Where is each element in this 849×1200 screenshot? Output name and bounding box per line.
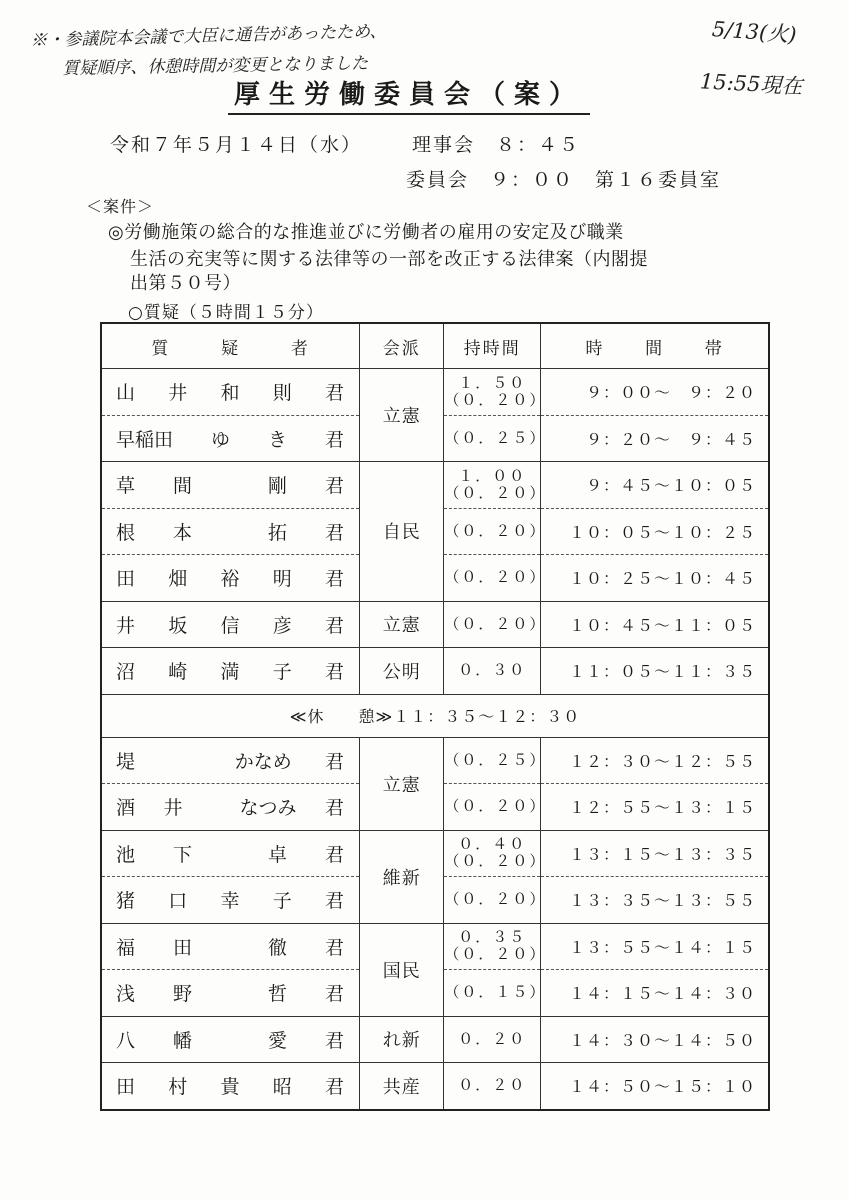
name-part: 井 [116, 614, 136, 637]
name-part: 口 [168, 890, 188, 913]
hold-time-cell: （０．２０） [444, 877, 541, 924]
name-part: 貴 [220, 1076, 240, 1099]
table-row [101, 737, 769, 784]
hold-time-cell: （０．２５） [444, 737, 541, 784]
time-slot-cell: １０：２５～１０：４５ [541, 555, 769, 602]
name-part: 拓 [267, 521, 287, 544]
name-part: 池 [116, 843, 136, 866]
hold-time-cell: ０．２０ [444, 1016, 541, 1063]
hold-time-cell: （０．２５） [444, 415, 541, 462]
name-part: 草 [116, 475, 136, 498]
hold-time-cell: （０．２０） [444, 784, 541, 831]
time-slot-cell: １２：３０～１２：５５ [541, 737, 769, 784]
table-row [101, 1063, 769, 1110]
hold-time-cell: ０．３０ [444, 648, 541, 695]
name-part: 君 [324, 614, 344, 637]
handwritten-as-of-time: 15:55現在 [699, 69, 804, 99]
questioning-schedule-table [100, 322, 770, 1111]
name-part: 畑 [168, 568, 188, 591]
name-part: 田 [173, 936, 193, 959]
name-part: 根 [116, 521, 136, 544]
time-slot-cell: １４：５０～１５：１０ [541, 1063, 769, 1110]
name-part: 坂 [168, 614, 188, 637]
table-row [101, 369, 769, 416]
questioner-name [101, 923, 360, 970]
name-part: 早稲田 [116, 428, 174, 451]
name-part: 井 [163, 797, 183, 820]
name-part: 井 [168, 382, 188, 405]
name-part: 酒 [116, 797, 136, 820]
questioner-name [101, 970, 360, 1017]
name-part: 沼 [116, 661, 136, 684]
name-part: 信 [220, 614, 240, 637]
hold-time-cell: （０．２０） [444, 555, 541, 602]
name-part: き [267, 428, 287, 451]
name-part: 本 [173, 521, 193, 544]
header-questioner: 質 疑 者 [101, 323, 360, 369]
party-cell: 立憲 [360, 737, 444, 830]
time-slot-cell: １３：５５～１４：１５ [541, 923, 769, 970]
name-part: 山 [116, 382, 136, 405]
party-cell: 立憲 [360, 601, 444, 648]
name-part: 幡 [173, 1029, 193, 1052]
questioner-name [101, 737, 360, 784]
party-cell: 公明 [360, 648, 444, 695]
name-part: 君 [324, 797, 344, 820]
party-cell: れ新 [360, 1016, 444, 1063]
name-part: 君 [324, 750, 344, 773]
handwritten-note-line2: 質疑順序、休憩時間が変更となりました [62, 53, 369, 79]
time-slot-cell: ９：４５～１０：０５ [541, 462, 769, 509]
questioner-name [101, 555, 360, 602]
name-part: 君 [324, 428, 344, 451]
bill-title-line2: 生活の充実等に関する法律等の一部を改正する法律案（内閣提 [130, 249, 648, 270]
name-part: 田 [116, 568, 136, 591]
name-part: 八 [116, 1029, 136, 1052]
questioner-name [101, 369, 360, 416]
questioner-name [101, 415, 360, 462]
party-cell: 自民 [360, 462, 444, 602]
party-cell: 国民 [360, 923, 444, 1016]
name-part: 堤 [116, 750, 136, 773]
name-part: 幸 [220, 890, 240, 913]
hold-time-cell: ０．４０ （０．２０） [444, 830, 541, 877]
hold-time-cell: ０．２０ [444, 1063, 541, 1110]
name-part: 彦 [272, 614, 292, 637]
name-part: 君 [324, 1029, 344, 1052]
break-row [101, 694, 769, 737]
document-title: 厚生労働委員会（案） [228, 74, 590, 115]
name-part: 君 [324, 843, 344, 866]
time-slot-cell: １３：１５～１３：３５ [541, 830, 769, 877]
name-part: 間 [173, 475, 193, 498]
hold-time-cell: ０．３５ （０．２０） [444, 923, 541, 970]
questioner-name [101, 462, 360, 509]
hold-time-cell: １．５０ （０．２０） [444, 369, 541, 416]
name-part: 昭 [272, 1076, 292, 1099]
name-part: 剛 [267, 475, 287, 498]
break-label: ≪休 憩≫１１：３５～１２：３０ [101, 694, 769, 737]
name-part: 野 [173, 983, 193, 1006]
time-slot-cell: ９：００～ ９：２０ [541, 369, 769, 416]
time-slot-cell: １０：０５～１０：２５ [541, 508, 769, 555]
questioner-name [101, 784, 360, 831]
header-time-slot: 時 間 帯 [541, 323, 769, 369]
section-label: ＜案件＞ [86, 197, 155, 216]
questioner-name [101, 601, 360, 648]
time-slot-cell: １０：４５～１１：０５ [541, 601, 769, 648]
name-part: 明 [272, 568, 292, 591]
table-row [101, 601, 769, 648]
table-row [101, 462, 769, 509]
name-part: 浅 [116, 983, 136, 1006]
table-header-row [101, 323, 769, 369]
name-part: 満 [220, 661, 240, 684]
header-party: 会派 [360, 323, 444, 369]
name-part: 和 [220, 382, 240, 405]
handwritten-note-line1: ※・参議院本会議で大臣に通告があったため、 [30, 21, 387, 51]
name-part: 君 [324, 568, 344, 591]
questioner-name [101, 1063, 360, 1110]
questioner-name [101, 648, 360, 695]
committee-meeting-time: 委員会 ９：００ 第１６委員室 [406, 169, 722, 191]
name-part: 村 [168, 1076, 188, 1099]
name-part: 君 [324, 382, 344, 405]
party-cell: 立憲 [360, 369, 444, 462]
name-part: 君 [324, 890, 344, 913]
name-part: ゆ [210, 428, 230, 451]
table-row [101, 923, 769, 970]
time-slot-cell: １３：３５～１３：５５ [541, 877, 769, 924]
name-part: 愛 [267, 1029, 287, 1052]
name-part: かなめ [234, 750, 292, 773]
name-part: 君 [324, 661, 344, 684]
name-part: 福 [116, 936, 136, 959]
time-slot-cell: １４：１５～１４：３０ [541, 970, 769, 1017]
hold-time-cell: （０．１５） [444, 970, 541, 1017]
table-body [101, 369, 769, 1110]
name-part: 卓 [267, 843, 287, 866]
name-part: 君 [324, 936, 344, 959]
name-part: 崎 [168, 661, 188, 684]
questioning-label: ○質疑（５時間１５分） [128, 303, 324, 323]
name-part: 下 [173, 843, 193, 866]
name-part: 子 [272, 890, 292, 913]
table-row [101, 648, 769, 695]
name-part: 裕 [220, 568, 240, 591]
time-slot-cell: １２：５５～１３：１５ [541, 784, 769, 831]
time-slot-cell: １１：０５～１１：３５ [541, 648, 769, 695]
party-cell: 共産 [360, 1063, 444, 1110]
meeting-date-line [110, 130, 580, 157]
bill-title-line1: ◎労働施策の総合的な推進並びに労働者の雇用の安定及び職業 [108, 222, 624, 243]
questioner-name [101, 1016, 360, 1063]
time-slot-cell: １４：３０～１４：５０ [541, 1016, 769, 1063]
name-part: 哲 [267, 983, 287, 1006]
hold-time-cell: １．００ （０．２０） [444, 462, 541, 509]
party-cell: 維新 [360, 830, 444, 923]
name-part: 君 [324, 983, 344, 1006]
name-part: 子 [272, 661, 292, 684]
questioner-name [101, 508, 360, 555]
name-part: 田 [116, 1076, 136, 1099]
name-part: 君 [324, 521, 344, 544]
table-row [101, 830, 769, 877]
hold-time-cell: （０．２０） [444, 508, 541, 555]
name-part: 徹 [267, 936, 287, 959]
time-slot-cell: ９：２０～ ９：４５ [541, 415, 769, 462]
header-hold-time: 持時間 [444, 323, 541, 369]
name-part: なつみ [239, 797, 297, 820]
table-row [101, 1016, 769, 1063]
name-part: 則 [272, 382, 292, 405]
name-part: 猪 [116, 890, 136, 913]
board-meeting-time: 理事会 ８：４５ [412, 134, 581, 156]
meeting-date: 令和７年５月１４日（水） [110, 134, 363, 156]
hold-time-cell: （０．２０） [444, 601, 541, 648]
questioner-name [101, 830, 360, 877]
bill-title-line3: 出第５０号） [130, 273, 241, 294]
name-part: 君 [324, 1076, 344, 1099]
handwritten-date: 5/13(火) [711, 17, 798, 47]
name-part: 君 [324, 475, 344, 498]
questioner-name [101, 877, 360, 924]
